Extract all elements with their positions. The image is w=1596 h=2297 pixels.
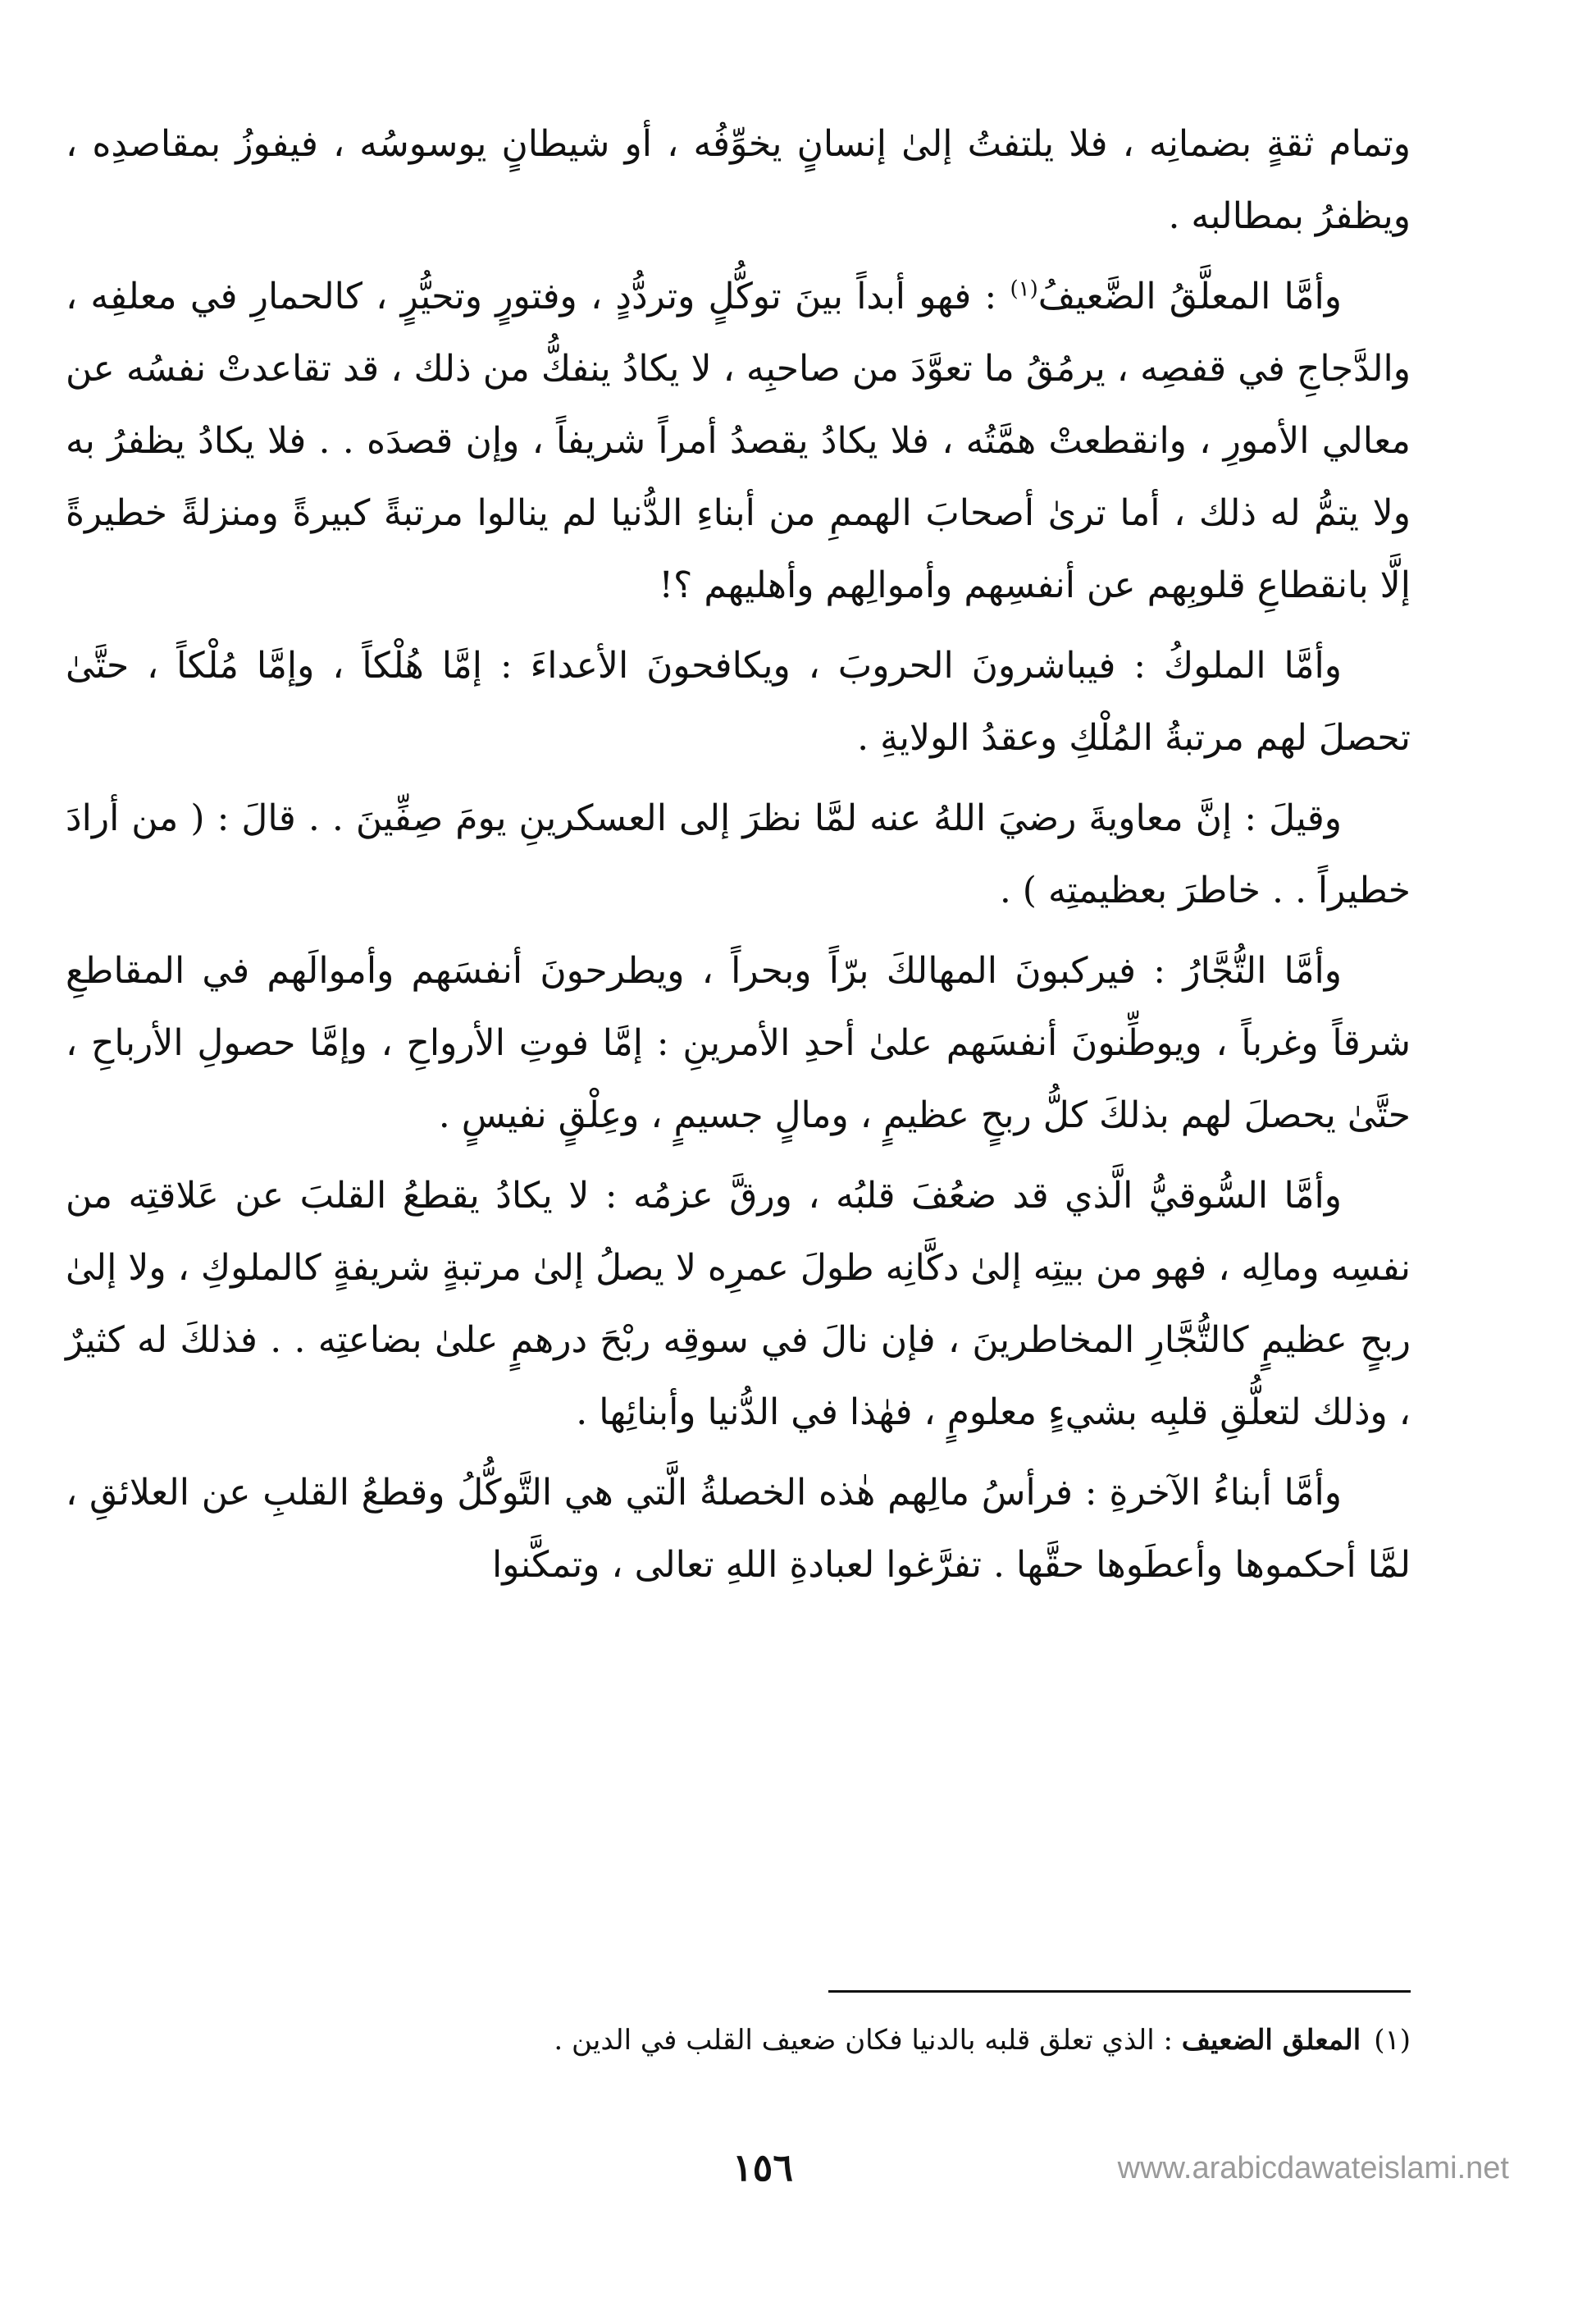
footnote-number: (١) [1374,2024,1411,2057]
paragraph-2-end: : فهو أبداً بينَ توكُّلٍ وتردُّدٍ ، وفتورٍ وتحيُّرٍ ، كالحمارِ في معلفِه ، والدَّجاجِ في قفصِه ، يرمُقُ ما تعوَّدَ من صاحبِه ، لا يكادُ ينفكُّ من ذلك ، قد تقاعدتْ نفسُه عن معالي الأمورِ ، وانقطعتْ همَّتُه ، فلا يكادُ يقصدُ أمراً شريفاً ، وإن قصدَه . . فلا يكادُ يظفرُ به ولا يتمُّ له ذلك ، أما ترىٰ أصحابَ الهممِ من أبناءِ الدُّنيا لم ينالوا مرتبةً كبيرةً ومنزلةً خطيرةً إلَّا بانقطاعِ قلوبِهم عن أنفسِهم وأموالِهم وأهليهم ؟! [66,276,1411,606]
page-number: ١٥٦ [732,2145,794,2190]
paragraph-6: وأمَّا السُّوقيُّ الَّذي قد ضعُفَ قلبُه ، ورقَّ عزمُه : لا يكادُ يقطعُ القلبَ عن عَلاقتِه من نفسِه ومالِه ، فهو من بيتِه إلىٰ دكَّانِه طولَ عمرِه لا يصلُ إلىٰ مرتبةٍ شريفةٍ كالملوكِ ، ولا إلىٰ ربحٍ عظيمٍ كالتُّجَّارِ المخاطرينَ ، فإن نالَ في سوقِه ربْحَ درهمٍ علىٰ بضاعتِه . . فذلكَ له كثيرٌ ، وذلك لتعلُّقِ قلبِه بشيءٍ معلومٍ ، فهٰذا في الدُّنيا وأبنائِها . [66,1175,1411,1433]
footnote-reference[interactable]: (١) [1010,276,1038,302]
paragraph-2 [66,261,1411,622]
watermark-url: www.arabicdawateislami.net [1117,2151,1509,2185]
footnote-text: : الذي تعلق قلبه بالدنيا فكان ضعيف القلب في الدين . [554,2024,1182,2057]
paragraph-2-start: وأمَّا المعلَّقُ الضَّعيفُ [1037,276,1342,317]
paragraph-1: وتمام ثقةٍ بضمانِه ، فلا يلتفتُ إلىٰ إنسانٍ يخوِّفُه ، أو شيطانٍ يوسوسُه ، فيفوزُ بمقاصدِه ، ويظفرُ بمطالبه . [66,123,1411,237]
footnote-term: المعلق الضعيف [1181,2024,1361,2057]
footnote [66,2020,1411,2061]
paragraph-7: وأمَّا أبناءُ الآخرةِ : فرأسُ مالِهم هٰذه الخصلةُ الَّتي هي التَّوكُّلُ وقطعُ القلبِ عن العلائقِ ، لمَّا أحكموها وأعطَوها حقَّها . تفرَّغوا لعبادةِ اللهِ تعالى ، وتمكَّنوا [66,1472,1411,1586]
paragraph-5: وأمَّا التُّجَّارُ : فيركبونَ المهالكَ برّاً وبحراً ، ويطرحونَ أنفسَهم وأموالَهم في المقاطعِ شرقاً وغرباً ، ويوطِّنونَ أنفسَهم علىٰ أحدِ الأمرينِ : إمَّا فوتِ الأرواحِ ، وإمَّا حصولِ الأرباحِ ، حتَّىٰ يحصلَ لهم بذلكَ كلُّ ربحٍ عظيمٍ ، ومالٍ جسيمٍ ، وعِلْقٍ نفيسٍ . [66,950,1411,1136]
footnote-separator [828,1990,1411,1993]
main-text [66,108,1411,1610]
paragraph-3: وأمَّا الملوكُ : فيباشرونَ الحروبَ ، ويكافحونَ الأعداءَ : إمَّا هُلْكاً ، وإمَّا مُلْكاً ، حتَّىٰ تحصلَ لهم مرتبةُ المُلْكِ وعقدُ الولايةِ . [66,645,1411,759]
paragraph-4: وقيلَ : إنَّ معاويةَ رضيَ اللهُ عنه لمَّا نظرَ إلى العسكرينِ يومَ صِفِّينَ . . قالَ : ( من أرادَ خطيراً . . خاطرَ بعظيمتِه ) . [66,797,1411,911]
